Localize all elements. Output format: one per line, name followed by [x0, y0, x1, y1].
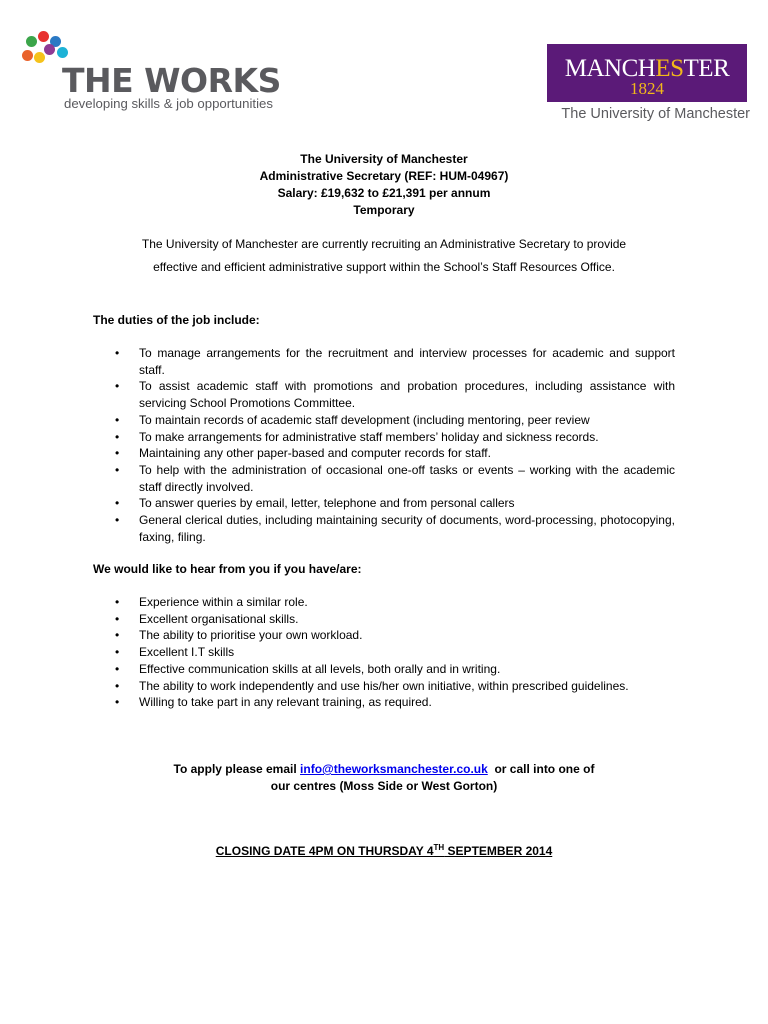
manchester-wordmark [547, 56, 747, 81]
list-item: • To assist academic staff with promotions and probation procedures, including assistance with servicing School Promotions Committee. [0, 378, 675, 411]
apply-suffix: or call into one of [487, 762, 595, 776]
list-item: • Willing to take part in any relevant training, as required. [0, 694, 675, 711]
manchester-subtitle: The University of Manchester [561, 106, 750, 122]
list-item: • The ability to prioritise your own workload. [0, 627, 675, 644]
duties-list [0, 345, 768, 545]
the-works-logo [22, 28, 284, 114]
header-role: Administrative Secretary (REF: HUM-04967) [259, 169, 509, 183]
university-of-manchester-logo [545, 44, 750, 128]
duties-title: The duties of the job include: [93, 313, 260, 327]
list-item: • Maintaining any other paper-based and computer records for staff. [0, 445, 675, 462]
wordmark-part3: ER [698, 55, 730, 82]
header-salary: Salary: £19,632 to £21,391 per annum [277, 186, 491, 200]
dot-red [38, 31, 49, 42]
dot-yellow [34, 52, 45, 63]
requirements-list [0, 594, 768, 711]
list-item: • To answer queries by email, letter, telephone and from personal callers [0, 495, 675, 512]
list-item: • Experience within a similar role. [0, 594, 675, 611]
list-item: • General clerical duties, including maintaining security of documents, word-processing, photocopying, faxing, filing. [0, 512, 675, 545]
wordmark-highlight: ES [655, 55, 684, 82]
requirements-title: We would like to hear from you if you have/are: [93, 562, 362, 576]
closing-date-post: SEPTEMBER 2014 [444, 844, 553, 858]
apply-prefix: To apply please email [173, 762, 301, 776]
dot-cyan [57, 47, 68, 58]
list-item: • The ability to work independently and use his/her own initiative, within prescribed guidelines. [0, 678, 675, 695]
dot-green [26, 36, 37, 47]
wordmark-part2: T [683, 55, 699, 82]
header-institution: The University of Manchester [300, 152, 468, 166]
closing-date [0, 843, 768, 858]
intro-line-1: The University of Manchester are currently recruiting an Administrative Secretary to provide [141, 237, 627, 251]
apply-email-link[interactable]: info@theworksmanchester.co.uk [300, 762, 488, 776]
apply-line-1 [0, 761, 768, 778]
manchester-crest-box [547, 44, 747, 102]
closing-date-pre: CLOSING DATE 4PM ON THURSDAY 4 [215, 844, 434, 858]
intro-line-2: effective and efficient administrative support within the School’s Staff Resources Office. [153, 260, 615, 274]
dot-orange [22, 50, 33, 61]
list-item: • To manage arrangements for the recruitment and interview processes for academic and support staff. [0, 345, 675, 378]
header-contract-type: Temporary [353, 203, 415, 217]
closing-date-sup: TH [433, 843, 445, 852]
list-item: • To help with the administration of occasional one-off tasks or events – working with the academic staff directly involved. [0, 462, 675, 495]
works-tagline: developing skills & job opportunities [64, 96, 273, 111]
apply-line-2: our centres (Moss Side or West Gorton) [270, 779, 498, 793]
list-item: • Effective communication skills at all levels, both orally and in writing. [0, 661, 675, 678]
list-item: • Excellent organisational skills. [0, 611, 675, 628]
wordmark-part1: MANCH [564, 55, 656, 82]
manchester-year: 1824 [630, 79, 664, 98]
list-item: • To make arrangements for administrative staff members’ holiday and sickness records. [0, 429, 675, 446]
list-item: • Excellent I.T skills [0, 644, 675, 661]
list-item: • To maintain records of academic staff development (including mentoring, peer review [0, 412, 675, 429]
dot-purple [44, 44, 55, 55]
works-title: THE WORKS [62, 61, 281, 100]
